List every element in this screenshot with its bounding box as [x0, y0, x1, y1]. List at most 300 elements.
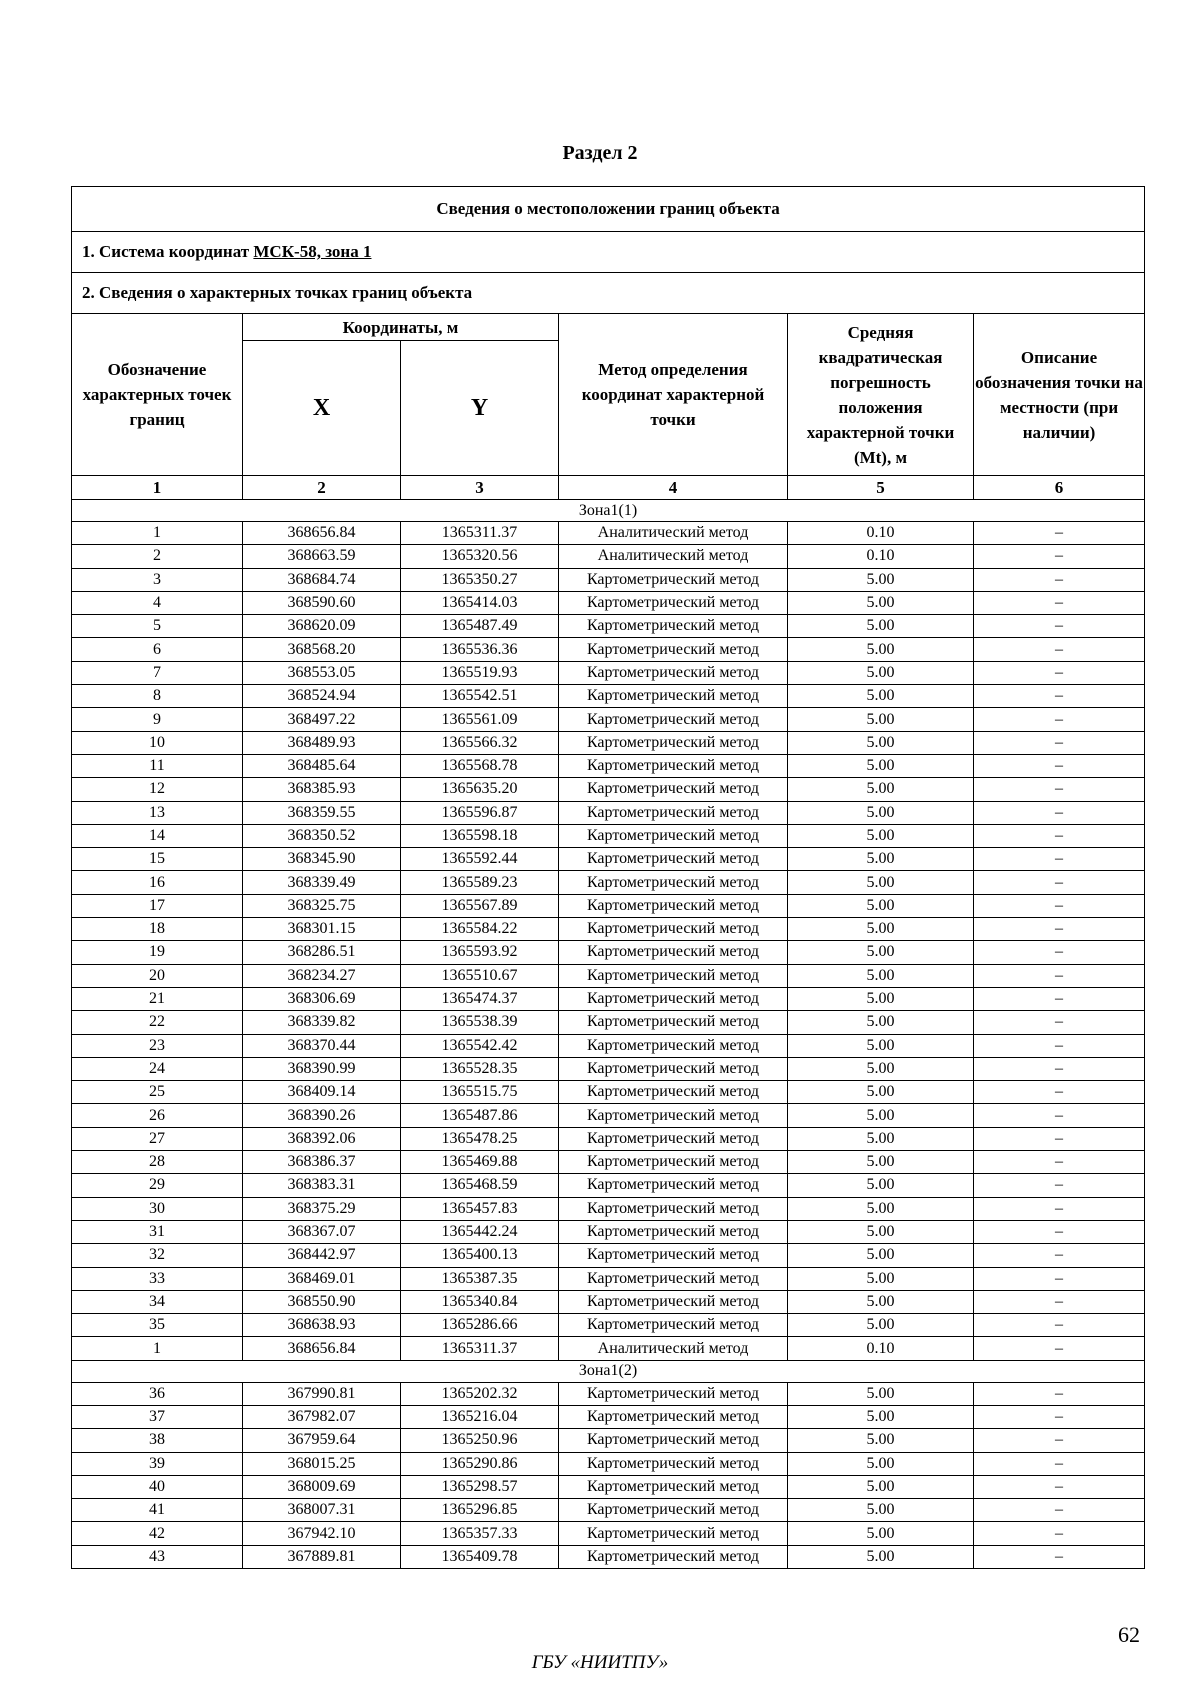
point-id-cell: 12 [72, 778, 243, 801]
point-id-cell: 43 [72, 1545, 243, 1568]
description-cell: – [974, 941, 1145, 964]
point-id-cell: 9 [72, 708, 243, 731]
point-id-cell: 40 [72, 1475, 243, 1498]
coord-x-cell: 368442.97 [243, 1244, 401, 1267]
coord-y-cell: 1365340.84 [401, 1290, 559, 1313]
coord-y-cell: 1365296.85 [401, 1499, 559, 1522]
coord-x-cell: 367990.81 [243, 1382, 401, 1405]
method-cell: Картометрический метод [559, 1197, 788, 1220]
coord-x-cell: 368656.84 [243, 1337, 401, 1360]
method-cell: Картометрический метод [559, 731, 788, 754]
point-id-cell: 35 [72, 1314, 243, 1337]
table-row [72, 754, 1145, 777]
table-row [72, 1057, 1145, 1080]
table-row [72, 801, 1145, 824]
method-cell: Картометрический метод [559, 708, 788, 731]
header-x: X [243, 341, 401, 476]
description-cell: – [974, 661, 1145, 684]
description-cell: – [974, 1429, 1145, 1452]
error-cell: 5.00 [788, 941, 974, 964]
description-cell: – [974, 1290, 1145, 1313]
method-cell: Картометрический метод [559, 591, 788, 614]
coord-y-cell: 1365561.09 [401, 708, 559, 731]
table-row [72, 1522, 1145, 1545]
coord-y-cell: 1365528.35 [401, 1057, 559, 1080]
error-cell: 5.00 [788, 894, 974, 917]
table-row [72, 1429, 1145, 1452]
table-row [72, 778, 1145, 801]
coord-x-cell: 368620.09 [243, 615, 401, 638]
description-cell: – [974, 894, 1145, 917]
coord-y-cell: 1365519.93 [401, 661, 559, 684]
coord-x-cell: 368015.25 [243, 1452, 401, 1475]
coord-y-cell: 1365487.86 [401, 1104, 559, 1127]
coord-x-cell: 368485.64 [243, 754, 401, 777]
error-cell: 5.00 [788, 1452, 974, 1475]
point-id-cell: 8 [72, 685, 243, 708]
method-cell: Картометрический метод [559, 568, 788, 591]
header-method: Метод определения координат характерной точки [559, 314, 788, 476]
method-cell: Картометрический метод [559, 638, 788, 661]
table-row [72, 661, 1145, 684]
coord-x-cell: 368383.31 [243, 1174, 401, 1197]
method-cell: Картометрический метод [559, 871, 788, 894]
table-row [72, 1127, 1145, 1150]
point-id-cell: 31 [72, 1220, 243, 1243]
description-cell: – [974, 871, 1145, 894]
coord-x-cell: 368392.06 [243, 1127, 401, 1150]
table-row [72, 685, 1145, 708]
table-row [72, 1337, 1145, 1360]
error-cell: 5.00 [788, 1290, 974, 1313]
error-cell: 5.00 [788, 1127, 974, 1150]
point-id-cell: 39 [72, 1452, 243, 1475]
method-cell: Картометрический метод [559, 661, 788, 684]
method-cell: Картометрический метод [559, 685, 788, 708]
method-cell: Картометрический метод [559, 1522, 788, 1545]
table-row [72, 545, 1145, 568]
error-cell: 5.00 [788, 918, 974, 941]
coord-x-cell: 368663.59 [243, 545, 401, 568]
coord-x-cell: 367889.81 [243, 1545, 401, 1568]
point-id-cell: 14 [72, 824, 243, 847]
coord-x-cell: 368370.44 [243, 1034, 401, 1057]
description-cell: – [974, 754, 1145, 777]
coord-y-cell: 1365298.57 [401, 1475, 559, 1498]
zone-name: Зона1(1) [72, 500, 1145, 522]
point-id-cell: 20 [72, 964, 243, 987]
error-cell: 5.00 [788, 1382, 974, 1405]
coord-x-cell: 368684.74 [243, 568, 401, 591]
description-cell: – [974, 638, 1145, 661]
error-cell: 5.00 [788, 1314, 974, 1337]
coord-x-cell: 368385.93 [243, 778, 401, 801]
coord-y-cell: 1365593.92 [401, 941, 559, 964]
method-cell: Картометрический метод [559, 801, 788, 824]
description-cell: – [974, 1267, 1145, 1290]
description-cell: – [974, 1011, 1145, 1034]
coord-y-cell: 1365487.49 [401, 615, 559, 638]
description-cell: – [974, 987, 1145, 1010]
coord-x-cell: 368550.90 [243, 1290, 401, 1313]
table-row [72, 871, 1145, 894]
method-cell: Картометрический метод [559, 941, 788, 964]
description-cell: – [974, 1382, 1145, 1405]
table-row [72, 1545, 1145, 1568]
method-cell: Картометрический метод [559, 987, 788, 1010]
method-cell: Картометрический метод [559, 1244, 788, 1267]
table-row [72, 1151, 1145, 1174]
description-cell: – [974, 1220, 1145, 1243]
error-cell: 5.00 [788, 1011, 974, 1034]
column-number: 2 [243, 476, 401, 500]
header-error: Средняя квадратическая погрешность положения характерной точки (Mt), м [788, 314, 974, 476]
coord-x-cell: 368009.69 [243, 1475, 401, 1498]
description-cell: – [974, 1452, 1145, 1475]
coord-x-cell: 367959.64 [243, 1429, 401, 1452]
point-id-cell: 28 [72, 1151, 243, 1174]
coord-y-cell: 1365469.88 [401, 1151, 559, 1174]
table-row [72, 522, 1145, 545]
points-label: 2. Сведения о характерных точках границ объекта [72, 273, 1145, 314]
coord-x-cell: 368390.26 [243, 1104, 401, 1127]
description-cell: – [974, 1337, 1145, 1360]
coord-y-cell: 1365457.83 [401, 1197, 559, 1220]
error-cell: 5.00 [788, 1475, 974, 1498]
description-cell: – [974, 545, 1145, 568]
point-id-cell: 21 [72, 987, 243, 1010]
coord-system-value: МСК-58, зона 1 [253, 242, 372, 261]
description-cell: – [974, 801, 1145, 824]
error-cell: 5.00 [788, 824, 974, 847]
coord-y-cell: 1365510.67 [401, 964, 559, 987]
table-row [72, 1382, 1145, 1405]
method-cell: Картометрический метод [559, 1034, 788, 1057]
coord-x-cell: 368390.99 [243, 1057, 401, 1080]
table-row [72, 964, 1145, 987]
coord-y-cell: 1365515.75 [401, 1081, 559, 1104]
coord-x-cell: 368386.37 [243, 1151, 401, 1174]
column-number: 4 [559, 476, 788, 500]
coord-x-cell: 367942.10 [243, 1522, 401, 1545]
coord-x-cell: 368656.84 [243, 522, 401, 545]
description-cell: – [974, 731, 1145, 754]
description-cell: – [974, 1081, 1145, 1104]
method-cell: Аналитический метод [559, 545, 788, 568]
coord-x-cell: 368345.90 [243, 848, 401, 871]
description-cell: – [974, 1127, 1145, 1150]
method-cell: Картометрический метод [559, 1429, 788, 1452]
coord-x-cell: 368638.93 [243, 1314, 401, 1337]
table-row [72, 568, 1145, 591]
point-id-cell: 24 [72, 1057, 243, 1080]
point-id-cell: 38 [72, 1429, 243, 1452]
point-id-cell: 11 [72, 754, 243, 777]
page-number: 62 [1118, 1622, 1140, 1647]
description-cell: – [974, 1197, 1145, 1220]
description-cell: – [974, 522, 1145, 545]
coord-y-cell: 1365542.42 [401, 1034, 559, 1057]
description-cell: – [974, 1499, 1145, 1522]
table-row [72, 894, 1145, 917]
error-cell: 5.00 [788, 1429, 974, 1452]
point-id-cell: 41 [72, 1499, 243, 1522]
point-id-cell: 30 [72, 1197, 243, 1220]
coord-y-cell: 1365350.27 [401, 568, 559, 591]
table-row [72, 1452, 1145, 1475]
method-cell: Картометрический метод [559, 894, 788, 917]
description-cell: – [974, 1475, 1145, 1498]
table-row [72, 1197, 1145, 1220]
zone-row [72, 500, 1145, 522]
coord-y-cell: 1365311.37 [401, 522, 559, 545]
table-title: Сведения о местоположении границ объекта [72, 187, 1145, 232]
error-cell: 5.00 [788, 1499, 974, 1522]
coord-x-cell: 368301.15 [243, 918, 401, 941]
coord-y-cell: 1365400.13 [401, 1244, 559, 1267]
method-cell: Картометрический метод [559, 1104, 788, 1127]
error-cell: 5.00 [788, 1151, 974, 1174]
method-cell: Картометрический метод [559, 1011, 788, 1034]
method-cell: Картометрический метод [559, 615, 788, 638]
method-cell: Аналитический метод [559, 522, 788, 545]
point-id-cell: 19 [72, 941, 243, 964]
error-cell: 5.00 [788, 1522, 974, 1545]
header-coords: Координаты, м [243, 314, 559, 341]
coord-x-cell: 368350.52 [243, 824, 401, 847]
point-id-cell: 6 [72, 638, 243, 661]
method-cell: Картометрический метод [559, 1290, 788, 1313]
coord-y-cell: 1365290.86 [401, 1452, 559, 1475]
error-cell: 5.00 [788, 871, 974, 894]
method-cell: Картометрический метод [559, 1127, 788, 1150]
point-id-cell: 15 [72, 848, 243, 871]
error-cell: 0.10 [788, 522, 974, 545]
table-row [72, 1290, 1145, 1313]
error-cell: 5.00 [788, 731, 974, 754]
method-cell: Картометрический метод [559, 1452, 788, 1475]
description-cell: – [974, 568, 1145, 591]
coord-system-row [72, 232, 1145, 273]
coord-y-cell: 1365202.32 [401, 1382, 559, 1405]
description-cell: – [974, 824, 1145, 847]
coord-system-label: 1. Система координат [82, 242, 254, 261]
coord-y-cell: 1365542.51 [401, 685, 559, 708]
error-cell: 5.00 [788, 848, 974, 871]
table-row [72, 1475, 1145, 1498]
point-id-cell: 29 [72, 1174, 243, 1197]
point-id-cell: 18 [72, 918, 243, 941]
footer-organization: ГБУ «НИИТПУ» [531, 1652, 669, 1673]
description-cell: – [974, 615, 1145, 638]
point-id-cell: 7 [72, 661, 243, 684]
description-cell: – [974, 685, 1145, 708]
point-id-cell: 2 [72, 545, 243, 568]
coord-y-cell: 1365589.23 [401, 871, 559, 894]
error-cell: 0.10 [788, 1337, 974, 1360]
table-row [72, 1011, 1145, 1034]
error-cell: 5.00 [788, 1081, 974, 1104]
table-row [72, 1034, 1145, 1057]
coord-y-cell: 1365596.87 [401, 801, 559, 824]
method-cell: Картометрический метод [559, 754, 788, 777]
point-id-cell: 27 [72, 1127, 243, 1150]
method-cell: Картометрический метод [559, 848, 788, 871]
point-id-cell: 22 [72, 1011, 243, 1034]
coord-x-cell: 368497.22 [243, 708, 401, 731]
point-id-cell: 4 [72, 591, 243, 614]
method-cell: Картометрический метод [559, 824, 788, 847]
description-cell: – [974, 1034, 1145, 1057]
point-id-cell: 1 [72, 522, 243, 545]
method-cell: Картометрический метод [559, 1057, 788, 1080]
point-id-cell: 26 [72, 1104, 243, 1127]
point-id-cell: 25 [72, 1081, 243, 1104]
table-row [72, 1104, 1145, 1127]
error-cell: 5.00 [788, 661, 974, 684]
coord-x-cell: 368375.29 [243, 1197, 401, 1220]
coord-x-cell: 368524.94 [243, 685, 401, 708]
error-cell: 5.00 [788, 1405, 974, 1428]
coord-x-cell: 368469.01 [243, 1267, 401, 1290]
method-cell: Картометрический метод [559, 778, 788, 801]
coord-y-cell: 1365468.59 [401, 1174, 559, 1197]
point-id-cell: 10 [72, 731, 243, 754]
coord-x-cell: 368590.60 [243, 591, 401, 614]
table-row [72, 731, 1145, 754]
description-cell: – [974, 1104, 1145, 1127]
section-title: Раздел 2 [562, 142, 638, 164]
description-cell: – [974, 1522, 1145, 1545]
column-numbers-row [72, 476, 1145, 500]
error-cell: 5.00 [788, 1104, 974, 1127]
error-cell: 0.10 [788, 545, 974, 568]
coord-y-cell: 1365598.18 [401, 824, 559, 847]
error-cell: 5.00 [788, 754, 974, 777]
coord-y-cell: 1365286.66 [401, 1314, 559, 1337]
coord-x-cell: 368568.20 [243, 638, 401, 661]
method-cell: Картометрический метод [559, 1081, 788, 1104]
header-designation: Обозначение характерных точек границ [72, 314, 243, 476]
method-cell: Картометрический метод [559, 1174, 788, 1197]
point-id-cell: 33 [72, 1267, 243, 1290]
point-id-cell: 36 [72, 1382, 243, 1405]
point-id-cell: 1 [72, 1337, 243, 1360]
table-row [72, 1174, 1145, 1197]
error-cell: 5.00 [788, 1197, 974, 1220]
point-id-cell: 17 [72, 894, 243, 917]
point-id-cell: 13 [72, 801, 243, 824]
error-cell: 5.00 [788, 964, 974, 987]
description-cell: – [974, 1405, 1145, 1428]
coord-y-cell: 1365474.37 [401, 987, 559, 1010]
coord-x-cell: 368306.69 [243, 987, 401, 1010]
table-row [72, 941, 1145, 964]
coord-x-cell: 368339.49 [243, 871, 401, 894]
point-id-cell: 34 [72, 1290, 243, 1313]
coord-y-cell: 1365536.36 [401, 638, 559, 661]
zone-name: Зона1(2) [72, 1360, 1145, 1382]
point-id-cell: 23 [72, 1034, 243, 1057]
table-row [72, 1220, 1145, 1243]
column-number: 1 [72, 476, 243, 500]
description-cell: – [974, 1057, 1145, 1080]
table-row [72, 848, 1145, 871]
method-cell: Картометрический метод [559, 1499, 788, 1522]
coord-y-cell: 1365387.35 [401, 1267, 559, 1290]
description-cell: – [974, 1151, 1145, 1174]
coord-y-cell: 1365320.56 [401, 545, 559, 568]
coord-y-cell: 1365592.44 [401, 848, 559, 871]
coord-y-cell: 1365566.32 [401, 731, 559, 754]
error-cell: 5.00 [788, 638, 974, 661]
table-row [72, 615, 1145, 638]
coord-x-cell: 368234.27 [243, 964, 401, 987]
coord-x-cell: 368325.75 [243, 894, 401, 917]
coord-y-cell: 1365357.33 [401, 1522, 559, 1545]
method-cell: Картометрический метод [559, 1151, 788, 1174]
header-y: Y [401, 341, 559, 476]
coord-y-cell: 1365311.37 [401, 1337, 559, 1360]
coord-x-cell: 368367.07 [243, 1220, 401, 1243]
method-cell: Картометрический метод [559, 1314, 788, 1337]
coord-x-cell: 368359.55 [243, 801, 401, 824]
column-number: 5 [788, 476, 974, 500]
coord-y-cell: 1365567.89 [401, 894, 559, 917]
point-id-cell: 37 [72, 1405, 243, 1428]
error-cell: 5.00 [788, 1220, 974, 1243]
description-cell: – [974, 1174, 1145, 1197]
description-cell: – [974, 848, 1145, 871]
table-row [72, 708, 1145, 731]
description-cell: – [974, 1545, 1145, 1568]
coord-x-cell: 368553.05 [243, 661, 401, 684]
coord-x-cell: 368286.51 [243, 941, 401, 964]
column-number: 3 [401, 476, 559, 500]
description-cell: – [974, 778, 1145, 801]
error-cell: 5.00 [788, 568, 974, 591]
coord-x-cell: 368339.82 [243, 1011, 401, 1034]
table-row [72, 638, 1145, 661]
method-cell: Картометрический метод [559, 1220, 788, 1243]
method-cell: Картометрический метод [559, 1382, 788, 1405]
error-cell: 5.00 [788, 591, 974, 614]
method-cell: Картометрический метод [559, 964, 788, 987]
coord-x-cell: 367982.07 [243, 1405, 401, 1428]
table-row [72, 1244, 1145, 1267]
description-cell: – [974, 918, 1145, 941]
error-cell: 5.00 [788, 708, 974, 731]
method-cell: Картометрический метод [559, 1267, 788, 1290]
table-row [72, 591, 1145, 614]
error-cell: 5.00 [788, 1174, 974, 1197]
coord-x-cell: 368489.93 [243, 731, 401, 754]
error-cell: 5.00 [788, 987, 974, 1010]
description-cell: – [974, 964, 1145, 987]
coord-y-cell: 1365250.96 [401, 1429, 559, 1452]
coord-y-cell: 1365568.78 [401, 754, 559, 777]
error-cell: 5.00 [788, 1244, 974, 1267]
table-row [72, 1499, 1145, 1522]
point-id-cell: 42 [72, 1522, 243, 1545]
table-row [72, 1405, 1145, 1428]
point-id-cell: 3 [72, 568, 243, 591]
error-cell: 5.00 [788, 801, 974, 824]
coord-x-cell: 368007.31 [243, 1499, 401, 1522]
point-id-cell: 16 [72, 871, 243, 894]
coord-y-cell: 1365478.25 [401, 1127, 559, 1150]
coord-y-cell: 1365409.78 [401, 1545, 559, 1568]
